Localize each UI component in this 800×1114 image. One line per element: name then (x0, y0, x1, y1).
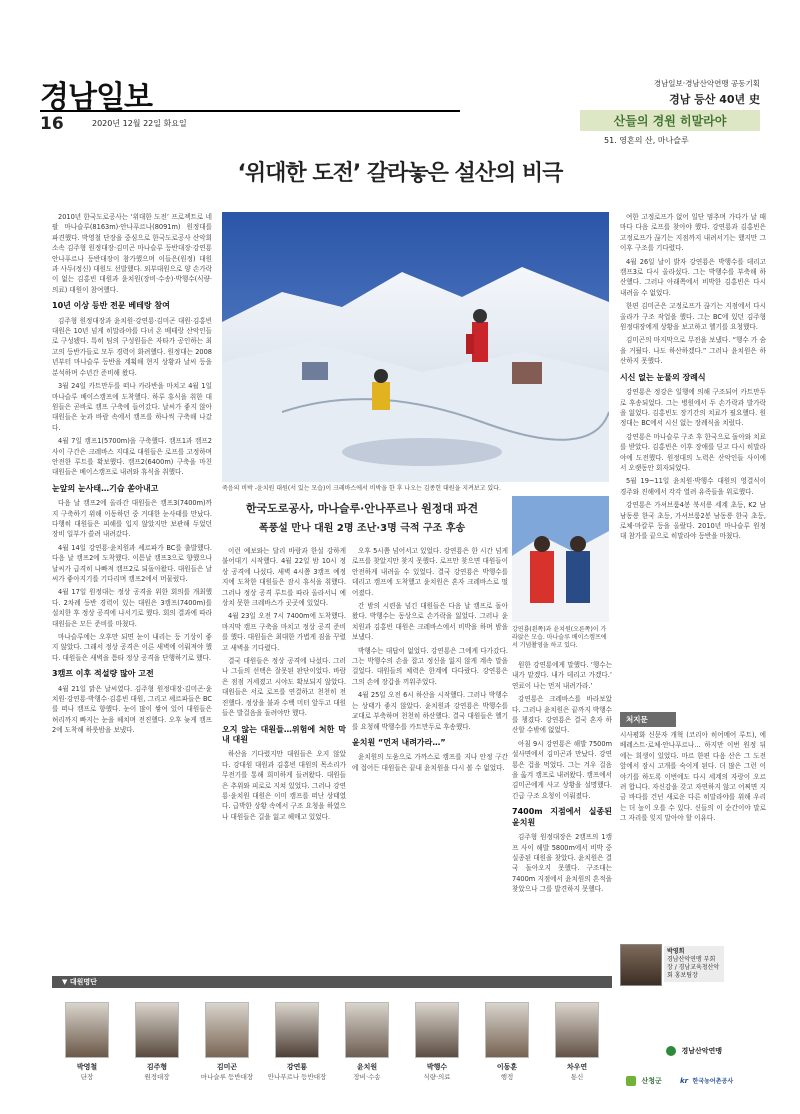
author-info-box (664, 946, 724, 982)
paragraph: 4월 7일 캠프1(5700m)을 구축했다. 캠프1과 캠프2 사이 구간은 크레바스 지대로 대원들은 로프를 고정하며 안전한 루트를 확보했다. 캠프2(6400m) 구축을 마친 대원들은 베이스캠프로 내려와 휴식을 취했다. (52, 437, 212, 477)
paragraph: 4월 14일 강연룡·윤치원과 셰르파가 BC를 출발했다. 다음 날 캠프2에 도착했다. 이튿날 캠프3으로 향했으나 날씨가 급격히 나빠져 캠프2로 되돌아왔다. 대원들은 날씨가 좋아지기를 기다리며 캠프2에서 머물렀다. (52, 543, 212, 583)
issue-date: 2020년 12월 22일 화요일 (92, 119, 187, 128)
member-photo (275, 1002, 319, 1058)
team-member (332, 990, 402, 1090)
member-role: 행정 (500, 1073, 514, 1081)
member-photo (65, 1002, 109, 1058)
article-column-2 (222, 546, 346, 970)
member-name: 박행수 (426, 1063, 448, 1071)
series-brand: 산들의 경원 히말라야 (580, 110, 760, 131)
member-role: 마나슬루 등반대장 (200, 1073, 254, 1081)
paragraph: 3월 24일 카트만두를 떠나 카라반을 마치고 4월 1일 마나슬루 베이스캠프에 도착했다. 하루 휴식을 취한 대원들은 곧바로 캠프 구축에 들어갔다. 날씨가 좋지 않아 대원들은 눈과 바람 속에서 캠프를 하나씩 구축해 나갔다. (52, 382, 212, 432)
leaf-logo-icon (626, 1076, 636, 1086)
essay-tag: 처지문 (620, 712, 676, 727)
team-roster-header: ▼ 대원명단 (52, 976, 612, 988)
paragraph: 결국 대원들은 정상 공격에 나섰다. 그러나 그들의 선택은 잘못된 판단이었다. 바람은 점점 거세졌고 시야도 확보되지 않았다. 대원들은 서로 로프를 연결하고 천천히 전진했다. 정상을 불과 수백 미터 앞두고 대원들은 발걸음을 돌려야만 했다. (222, 657, 346, 718)
article-column-3 (352, 546, 508, 970)
paragraph: 4월 26일 날이 밝자 강연룡은 박행수를 데리고 캠프3로 다시 올라섰다. 그는 박행수를 부축해 하산했다. 그러나 아래쪽에서 비박한 김홍빈은 다시 내려올 수 없었다. (620, 257, 766, 297)
member-photo (205, 1002, 249, 1058)
essay-text: 시사평화 신문자 개혁 (코리아 히어메어 루트), 에베레스트·로체·안나푸르나… 하지만 이번 원정 뒤에는 희생이 있었다. 마르 한편 다음 산은 그 도전 앞에서 잠시 고개를 숙이게 된다. 더 많은 그런 이야기를 하도록 이번에도 다시 세계의 자랑이 오르려 합니다. 자신감을 갖고 자연하지 않고 어쩌면 지금 바다를 건넌 새로운 다른 히말라야를 위해 우리는 더 높이 오를 수 있다. 신들의 이 순간이야 말로 그 자리를 잊지 말아야 할 이유다. (620, 731, 766, 823)
kr-logo-icon: kr (680, 1077, 689, 1085)
member-photo (345, 1002, 389, 1058)
masthead (40, 72, 760, 145)
paragraph: 다음 날 캠프2에 올라간 대원들은 캠프3(7400m)까지 구축하기 위해 이동하던 중 거대한 눈사태를 만났다. 다행히 대원들은 피해를 입지 않았지만 보관해 두었던 장비 일부가 쓸려 내려갔다. (52, 499, 212, 539)
article-column-4 (512, 660, 612, 970)
paragraph: 4월 25일 오전 6시 하산을 시작했다. 그러나 박행수는 상태가 좋지 않았다. 윤치원과 강연룡은 박행수를 교대로 부축하며 천천히 하산했다. 결국 대원들은 헬기를 요청해 박행수를 카트만두로 후송했다. (352, 691, 508, 731)
member-name: 박영철 (76, 1063, 98, 1071)
member-photo (415, 1002, 459, 1058)
member-photo (135, 1002, 179, 1058)
team-roster (52, 990, 612, 1090)
paragraph: 4월 17일 원정대는 정상 공격을 위한 회의를 개최했다. 2차례 등반 경력이 있는 대원은 3캠프(7400m)를 설치한 후 정상 공격에 나서기로 했다. 회의 결과에 따라 대원들은 모든 준비를 마쳤다. (52, 588, 212, 628)
sponsor-3: kr 한국농어촌공사 (680, 1077, 734, 1085)
paragraph: 강연룡은 크레바스를 바라보았다. 그러나 윤치원은 끝까지 박행수를 챙겼다. 강연룡은 결국 혼자 하산할 수밖에 없었다. (512, 695, 612, 735)
page-number: 16 (40, 114, 64, 134)
paragraph: 한편 김미곤은 고정로프가 끊기는 지점에서 다시 올라가 구조 작업을 했다. 그는 BC에 있던 김주형 원정대장에게 상황을 보고하고 헬기를 요청했다. (620, 302, 766, 332)
paragraph: 마나슬루에는 오후만 되면 눈이 내리는 등 기상이 좋지 않았다. 그래서 정상 공격은 이른 새벽에 이뤄져야 했다. 대원들은 새벽을 틈타 정상 공격을 단행하기로 했다. (52, 633, 212, 662)
section-heading: 오지 않는 대원들…위험에 처한 막내 대원 (222, 724, 346, 744)
section-heading: 3캠프 이후 적설량 많아 고전 (52, 669, 154, 679)
section-heading: 시신 없는 눈물의 장례식 (620, 372, 706, 382)
paragraph: 원한 강연룡에게 말했다. ‘행수는 내가 맡겠다. 내가 데리고 가겠다.’ 연료이 나는 먼저 내려가라.’ (512, 661, 612, 690)
series-org: 경남일보·경남산악연맹 공동기획 (653, 79, 760, 88)
member-role: 식량·의료 (423, 1073, 451, 1081)
climbers-illustration (512, 496, 609, 622)
paragraph: 이런 예보와는 달리 바람과 한설 강하게 불어대기 시작했다. 4월 22일 밤 10시 정상 공격에 나섰다. 새벽 4시쯤 3캠프 예정지에 도착한 대원들은 잠시 휴식을 취했다. 그러나 정상 공격 루트를 따라 올라서니 예상치 못한 크레바스가 곳곳에 있었다. (222, 547, 346, 608)
subhead (222, 500, 502, 534)
team-member (262, 990, 332, 1090)
member-name: 김주형 (146, 1063, 168, 1071)
paragraph: 5월 19~11일 윤치원·박행수 대원의 영결식이 경주와 진해에서 각각 열려 유족들을 위로했다. (620, 477, 766, 496)
side-photo-climbers (512, 496, 609, 622)
team-member (122, 990, 192, 1090)
member-role: 원정대장 (144, 1073, 170, 1081)
paragraph: 박행수는 대답이 없었다. 강연룡은 그에게 다가갔다. 그는 박행수의 손을 잡고 정신을 잃지 않게 계속 말을 걸었다. 대원들의 체력은 한계에 다다랐다. 강연룡은 그의 손에 장갑을 끼워주었다. (352, 646, 508, 686)
team-member (472, 990, 542, 1090)
team-member (52, 990, 122, 1090)
article-column-1 (52, 212, 212, 972)
paragraph: 4월 21일 맑은 날씨였다. 김주형 원정대장·김미곤·윤치원·강연룡·박행수·김홍빈 대원, 그리고 셰르파들은 BC를 떠나 캠프로 향했다. 눈이 많이 쌓여 있어 대원들은 허리까지 빠지는 눈을 헤치며 전진했다. 오후 늦게 캠프2에 도착해 하룻밤을 보냈다. (52, 684, 212, 735)
paragraph: 김미곤의 마지막으로 무전을 보냈다. “행수 가 숨을 거뒀다. 나도 하산하겠다.” 그러나 윤치원은 하산하지 못했다. (620, 336, 766, 366)
series-subtitle: 51. 영혼의 산, 마나슬루 (604, 136, 689, 145)
paragraph: 여한 고정로프가 없어 일단 멈추며 가다가 날 때마다 다음 로프를 찾아야 했다. 강연룡과 김홍빈은 고정로프가 끊기는 지점까지 내려서기는 했지만 그 이후 구조를 기다렸다. (620, 213, 766, 253)
paragraph: 간 밤의 시련을 넘긴 대원들은 다음 날 캠프로 돌아왔다. 박행수는 동상으로 손가락을 잃었다. 그러나 윤치원과 김홍빈 대원은 크레바스에서 비박을 하며 밤을 보냈다. (352, 602, 508, 642)
author-name: 박영희 (667, 948, 685, 955)
paragraph: 김주형 원정대장과 윤치원·강연룡·김미곤 대원·김홍빈 대원은 10년 넘게 히말라야를 다녀 온 베테랑 산악인들로 구성됐다. 특히 팀의 구성원들은 자타가 공인하는 최고의 등반가들로 모두 경력이 화려했다. 원정대는 2008년부터 마나슬루 등반을 계획해 현지 상황과 날씨 등을 분석하며 수년간 준비해 왔다. (52, 316, 212, 377)
series-box (580, 78, 760, 146)
masthead-rule (40, 110, 460, 112)
member-name: 강연룡 (286, 1063, 308, 1071)
paragraph: 강연룡은 가셔브룸4봉 북서릉 세계 초등, K2 남남동릉 한국 초등, 가셔브룸2봉 남동릉 한국 초등, 로체·마칼루 등을 올랐다. 2010년 마나슬루 원정대 참가를 끝으로 히말라야 등반을 마쳤다. (620, 501, 766, 541)
team-member (192, 990, 262, 1090)
member-name: 김미곤 (216, 1063, 238, 1071)
member-photo (555, 1002, 599, 1058)
paragraph: 아침 9시 강연룡은 해발 7500m 설사면에서 김미곤과 만났다. 강연룡은 겁을 먹었다. 그는 겨우 걸음을 옮겨 캠프로 내려왔다. 캠프에서 김미곤에게 사고 상황을 설명했다. 긴급 구조 요청이 이뤄졌다. (512, 739, 612, 800)
subhead-line-2: 폭풍설 만나 대원 2명 조난·3명 극적 구조 후송 (258, 523, 466, 534)
essay-column (620, 712, 766, 1042)
sponsor-2: 산청군 (626, 1076, 662, 1086)
team-member (402, 990, 472, 1090)
member-role: 단장 (80, 1073, 94, 1081)
paragraph: 오후 5시쯤 넘어서고 있었다. 강연룡은 한 시간 넘게 로프를 찾았지만 찾지 못했다. 로프만 찾으면 대원들이 안전하게 내려올 수 있었다. 결국 강연룡은 박행수를 데리고 캠프에 도착했고 윤치원은 혼자 크레바스로 떨어졌다. (352, 547, 508, 597)
team-member (542, 990, 612, 1090)
member-role: 장비·수송 (353, 1073, 381, 1081)
paragraph: 4월 23일 오전 7시 7400m에 도착했다. 마지막 캠프 구축을 마치고 정상 공격 준비를 했다. 대원들은 최대한 가볍게 짐을 꾸렸고 새벽을 기다렸다. (222, 612, 346, 652)
paragraph: 윤치원의 도움으로 가까스로 캠프를 지나 안정 구간에 접어든 대원들은 끝내 윤치원을 다시 볼 수 없었다. (352, 753, 508, 772)
snowfield-illustration (222, 212, 609, 482)
member-name: 윤치원 (356, 1063, 378, 1071)
main-photo-mountain-rescue (222, 212, 609, 482)
member-photo (485, 1002, 529, 1058)
paragraph: 하산을 기다렸지만 대원들은 오지 않았다. 강대원 대원과 김홍빈 대원의 목소리가 무전기를 통해 희미하게 들려왔다. 대원들은 추위와 피로로 지쳐 있었다. 그러나 강연룡·윤치원 대원은 이미 캠프를 떠난 상태였다. 급박한 상황 속에서 구조 요청을 하였으나 대원들은 길을 잃고 헤매고 있었다. (222, 750, 346, 821)
section-heading: 7400m 지점에서 실종된 윤치원 (512, 807, 612, 827)
side-photo-caption: 강연룡(왼쪽)과 윤치원(오른쪽)이 가라앉은 모습. 마나슬루 베이스캠프에서 기념촬영을 하고 있다. (512, 626, 607, 649)
paragraph: 강연룡은 마나슬루 구조 후 한국으로 돌아와 치료를 받았다. 김홍빈은 이후 장애를 딛고 다시 히말라야에 도전했다. 원정대의 노력은 산악인들 사이에서 오랫동안 회자되었다. (620, 432, 766, 472)
member-name: 이동훈 (496, 1063, 518, 1071)
paragraph: 김주형 원정대장은 2캠프의 1캠프 사이 해발 5800m에서 비박 중 실종된 대원을 찾았다. 윤치원은 결국 돌아오지 못했다. 구조대는 7400m 지점에서 윤치원의 흔적을 찾았으나 그를 발견하지 못했다. (512, 833, 612, 894)
paragraph: 2010년 한국도로공사는 ‘위대한 도전’ 프로젝트로 네팔 마나슬루(8163m)·안나푸르나(8091m) 원정대를 파견했다. 박영철 단장을 중심으로 한국도로공사 산악회 소속 김주형 원정대장·김미곤 마나슬루 등반대장·강연룡 안나푸르나 등반대장이 참가했으며 이들은(원정) 대원과 사두(정신) 대원도 선발했다. 외부대원으로 양 손가락이 없는 김홍빈 대원과 윤치원(장비·수송)·박행수(식량·의료) 대원이 참여했다. (52, 213, 212, 294)
paragraph: 강연룡은 정강은 일행에 의해 구조되어 카트만두로 후송되었다. 그는 병원에서 두 손가락과 발가락을 잃었다. 김홍빈도 장기간의 치료가 필요했다. 원정대는 BC에서 시신 없는 장례식을 치렀다. (620, 388, 766, 428)
member-role: 통신 (570, 1073, 584, 1081)
member-role: 안나푸르나 등반대장 (267, 1073, 327, 1081)
author-photo (620, 944, 662, 986)
series-title: 경남 등산 40년 史 (669, 93, 760, 106)
mountain-logo-icon (666, 1046, 676, 1056)
article-column-5 (620, 212, 766, 702)
author-role: 경남산악연맹 부회장 / 경남교육청산악회 홍보팀장 (667, 956, 720, 979)
sponsor-logos (620, 1040, 770, 1100)
headline: ‘위대한 도전’ 갈라놓은 설산의 비극 (237, 161, 563, 186)
main-photo-caption: 죽음의 비박 -윤치원 대원(서 있는 모습)이 크레바스에서 비박을 한 후 나오는 김종헌 대원을 지켜보고 있다. (222, 485, 501, 492)
paper-name: 경남일보 (40, 80, 152, 115)
section-heading: 눈앞의 눈사태…기습 쏟아내고 (52, 483, 159, 493)
member-name: 차우연 (566, 1063, 588, 1071)
section-heading: 10년 이상 등반 전문 베테랑 참여 (52, 301, 170, 311)
subhead-line-1: 한국도로공사, 마나슬루·안나푸르나 원정대 파견 (245, 502, 479, 515)
section-heading: 윤치원 “먼저 내려가라…” (352, 737, 446, 747)
sponsor-1: 경남산악연맹 (666, 1046, 722, 1056)
